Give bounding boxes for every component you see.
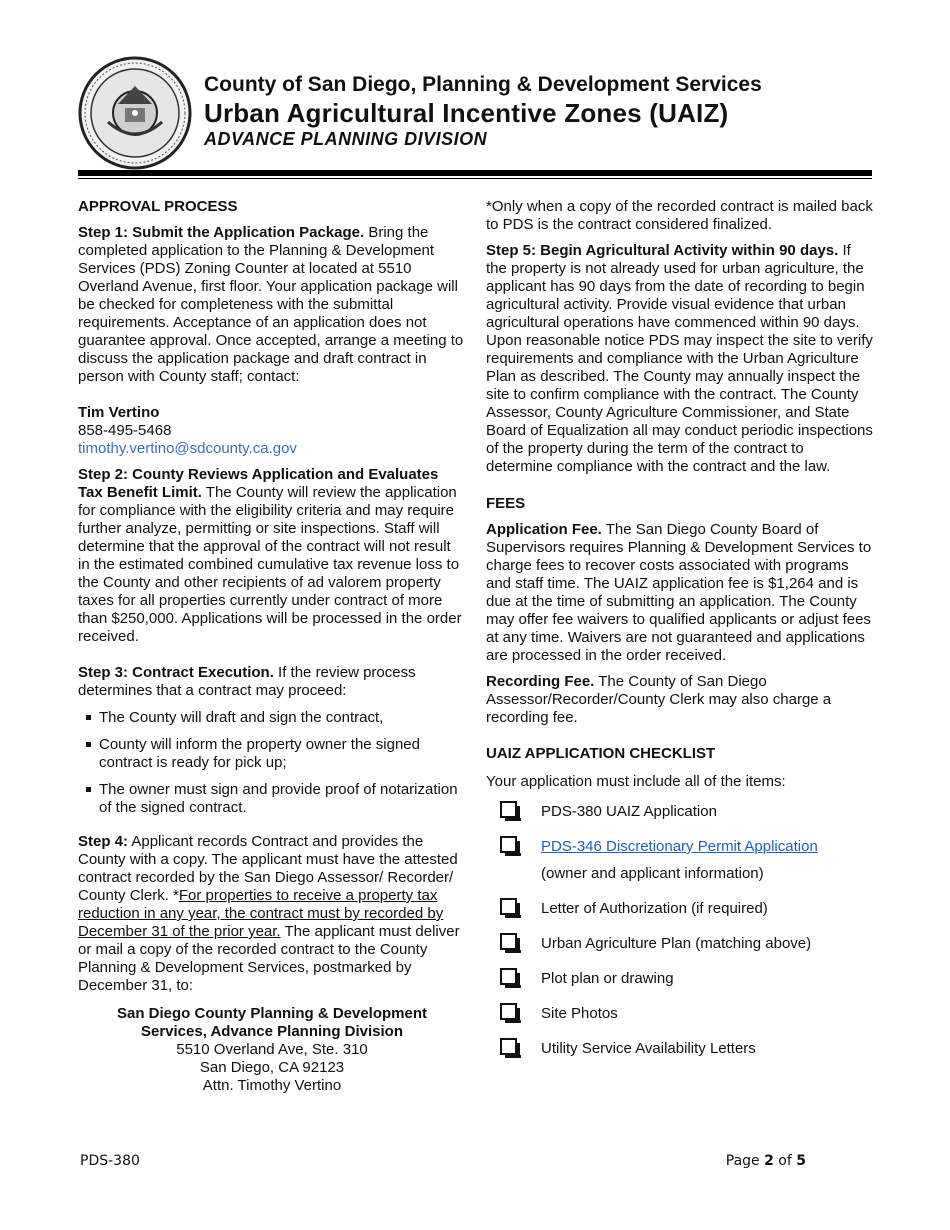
step2-body: The County will review the application for compliance with the eligibility criteria and may require further analyze, permitting or site inspections. Staff will determine that the approval of the contract will not result in the estimated combined cumulative tax revenue loss to the County and other recipients of ad valorem property taxes for all properties currently under contract of more than $250,000. Applications will be processed in the order received. [78, 484, 462, 645]
checklist-heading: UAIZ APPLICATION CHECKLIST [486, 745, 716, 762]
list-item: The owner must sign and provide proof of notarization of the signed contract. [78, 781, 466, 817]
approval-process-heading: APPROVAL PROCESS [78, 198, 238, 215]
step3-paragraph [78, 664, 466, 700]
application-fee-paragraph [486, 521, 874, 665]
recording-fee-paragraph [486, 673, 874, 727]
step4-body-b: The applicant must deliver or mail a copy of the recorded contract to the County Planning & Development Services, postmarked by December 31, to: [78, 923, 460, 994]
step3-bullet-list [78, 709, 466, 817]
checkbox[interactable] [500, 898, 517, 915]
checklist-item: Site Photos [486, 1003, 874, 1038]
header-organization: County of San Diego, Planning & Development Services [204, 73, 762, 96]
step5-paragraph [486, 242, 874, 476]
header-divider-thin [78, 178, 872, 179]
recording-fee-title: Recording Fee. [486, 673, 595, 690]
footer-form-id: PDS-380 [80, 1153, 140, 1169]
step4-deadline-note: For properties to receive a property tax reduction in any year, the contract must by recorded by December 31 of the prior year. [78, 887, 444, 940]
step5-title: Step 5: Begin Agricultural Activity within 90 days. [486, 242, 839, 259]
checklist-item: PDS-380 UAIZ Application [486, 801, 874, 836]
address-city: San Diego, CA 92123 [199, 1059, 345, 1076]
step1-body: Bring the completed application to the Planning & Development Services (PDS) Zoning Counter at located at 5510 Overland Avenue, first floor. Your application package will be checked for completeness with the submittal requirements. Acceptance of an application does not guarantee approval. Once accepted, arrange a meeting to discuss the application package and draft contract in person with County staff; contact: [78, 224, 464, 385]
checklist-item [486, 836, 874, 898]
step4-body-a: Applicant records Contract and provides the County with a copy. The applicant must have the attested contract recorded by the San Diego Assessor/ Recorder/ County Clerk. * [78, 833, 458, 904]
county-seal-logo [78, 56, 192, 170]
pds-346-link[interactable]: PDS-346 Discretionary Permit Application [541, 838, 818, 855]
checklist-item: Utility Service Availability Letters [486, 1038, 874, 1073]
address-org-line2: Services, Advance Planning Division [140, 1023, 404, 1040]
step3-title: Step 3: Contract Execution. [78, 664, 274, 681]
address-street: 5510 Overland Ave, Ste. 310 [176, 1041, 368, 1058]
step3-body: If the review process determines that a contract may proceed: [78, 664, 416, 699]
checklist [486, 801, 874, 1073]
step1-paragraph [78, 224, 466, 386]
contact-phone: 858-495-5468 [78, 422, 172, 439]
checkbox[interactable] [500, 933, 517, 950]
contact-email-link[interactable]: timothy.vertino@sdcounty.ca.gov [78, 440, 297, 457]
step2-paragraph [78, 466, 466, 646]
fees-heading: FEES [486, 495, 526, 512]
step5-body: If the property is not already used for urban agriculture, the applicant has 90 days from the date of recording to begin agricultural activity. Provide visual evidence that urban agricultural operations have commenced within 90 days. Upon reasonable notice PDS may inspect the site to verify requirements and compliance with the Urban Agriculture Plan as described. The County may annually inspect the site to confirm compliance with the contract. The County Assessor, County Agriculture Commissioner, and State Board of Equalization all may conduct periodic inspections of the property during the term of the contract to determine compliance with the contract and the law. [486, 242, 873, 475]
step2-title: Step 2: County Reviews Application and Evaluates Tax Benefit Limit. [78, 466, 439, 501]
contact-name: Tim Vertino [78, 404, 160, 421]
checklist-item: Urban Agriculture Plan (matching above) [486, 933, 874, 968]
checklist-intro: Your application must include all of the items: [486, 773, 786, 790]
application-fee-title: Application Fee. [486, 521, 602, 538]
application-fee-body: The San Diego County Board of Supervisors requires Planning & Development Services to charge fees to recover costs associated with programs and staff time. The UAIZ application fee is $1,264 and is due at the time of submitting an application. The County may offer fee waivers to qualified applicants or adjust fees at any time. Waivers are not guaranteed and applications are processed in the order received. [486, 521, 872, 664]
recording-fee-body: The County of San Diego Assessor/Recorder/County Clerk may also charge a recording fee. [486, 673, 832, 726]
list-item: County will inform the property owner the signed contract is ready for pick up; [78, 736, 466, 772]
finalization-note: *Only when a copy of the recorded contract is mailed back to PDS is the contract considered finalized. [486, 198, 873, 233]
header-divider [78, 170, 872, 176]
step4-title: Step 4: [78, 833, 129, 850]
checkbox[interactable] [500, 968, 517, 985]
mailing-address [78, 1005, 466, 1095]
step4-paragraph [78, 833, 466, 995]
checklist-item: Plot plan or drawing [486, 968, 874, 1003]
checklist-item: Letter of Authorization (if required) [486, 898, 874, 933]
left-column [78, 198, 466, 1095]
address-attn: Attn. Timothy Vertino [202, 1077, 342, 1094]
document-header [204, 72, 762, 150]
checkbox[interactable] [500, 836, 517, 853]
step1-title: Step 1: Submit the Application Package. [78, 224, 365, 241]
checkbox[interactable] [500, 1038, 517, 1055]
footer-page-number: Page 2 of 5 [725, 1153, 806, 1169]
right-column [486, 198, 874, 1073]
checkbox[interactable] [500, 1003, 517, 1020]
checkbox[interactable] [500, 801, 517, 818]
checklist-item-note: (owner and applicant information) [541, 865, 764, 882]
address-org-line1: San Diego County Planning & Development [116, 1005, 428, 1022]
header-division: ADVANCE PLANNING DIVISION [204, 129, 488, 149]
list-item: The County will draft and sign the contract, [78, 709, 466, 727]
header-title: Urban Agricultural Incentive Zones (UAIZ) [204, 98, 729, 128]
